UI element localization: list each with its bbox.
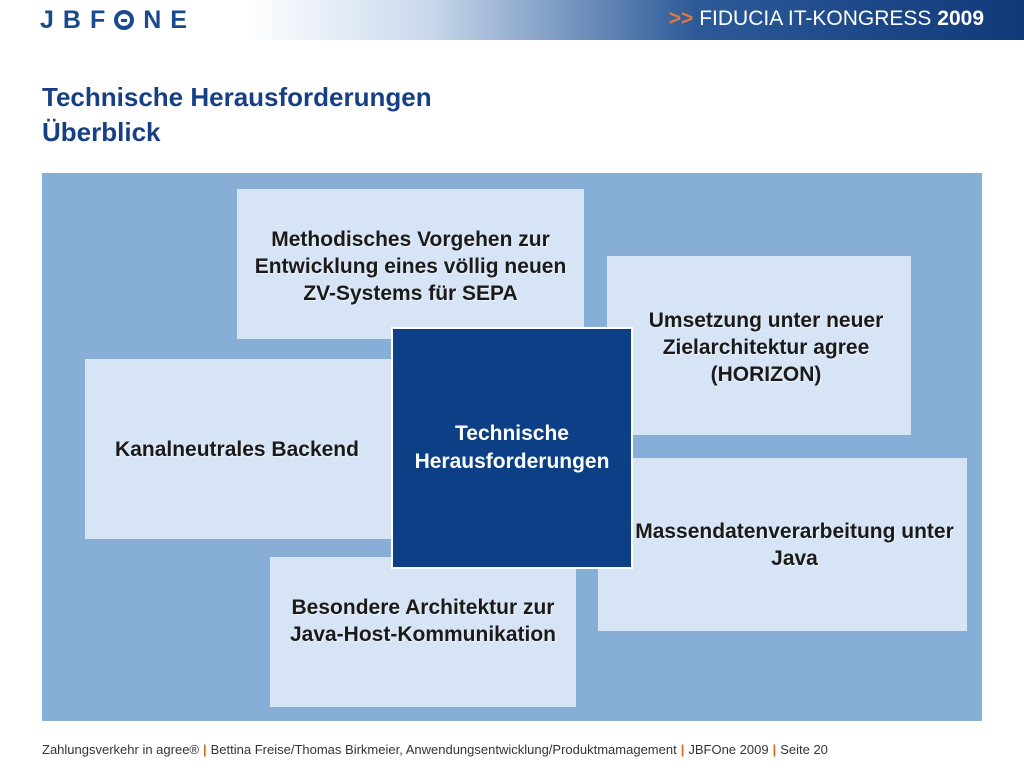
page-title	[42, 80, 432, 150]
box-umsetzung-zielarchitektur	[607, 256, 911, 435]
box-massendatenverarbeitung	[598, 458, 967, 631]
box-label: Methodisches Vorgehen zur Entwicklung eines völlig neuen ZV-Systems für SEPA	[254, 228, 567, 305]
footer-separator: |	[680, 742, 685, 757]
logo-suffix: NE	[143, 5, 196, 34]
footer-event: JBFOne 2009	[688, 742, 769, 757]
logo-o-icon	[114, 10, 134, 30]
box-label: Besondere Architektur zur Java-Host-Kommunikation	[289, 596, 557, 646]
title-line-2: Überblick	[42, 117, 161, 147]
box-label: Massendatenverarbeitung unter Java	[635, 519, 954, 570]
box-kanalneutrales-backend	[85, 359, 391, 539]
footer-topic: Zahlungsverkehr in agree®	[42, 742, 199, 757]
event-year: 2009	[937, 7, 984, 30]
footer-separator: |	[203, 742, 207, 757]
title-line-1: Technische Herausforderungen	[42, 82, 432, 112]
jbfone-logo	[40, 6, 196, 34]
event-name	[669, 7, 984, 31]
box-methodisches-vorgehen	[237, 189, 584, 339]
center-box-technische-herausforderungen	[391, 327, 633, 569]
header-bar	[0, 0, 1024, 40]
footer-page-number: Seite 20	[780, 742, 828, 757]
event-title: FIDUCIA IT-KONGRESS	[699, 7, 932, 30]
footer-separator: |	[772, 742, 777, 757]
center-label: Technische Herausforderungen	[414, 422, 610, 473]
box-java-host-kommunikation	[270, 557, 576, 707]
chevron-icon: >>	[668, 7, 694, 30]
box-label: Kanalneutrales Backend	[115, 437, 359, 461]
logo-prefix: JBF	[40, 5, 115, 34]
footer-authors: Bettina Freise/Thomas Birkmeier, Anwendungsentwicklung/Produktmamagement	[210, 742, 677, 757]
box-label: Umsetzung unter neuer Zielarchitektur agree (HORIZON)	[648, 309, 884, 386]
footer	[42, 742, 828, 757]
